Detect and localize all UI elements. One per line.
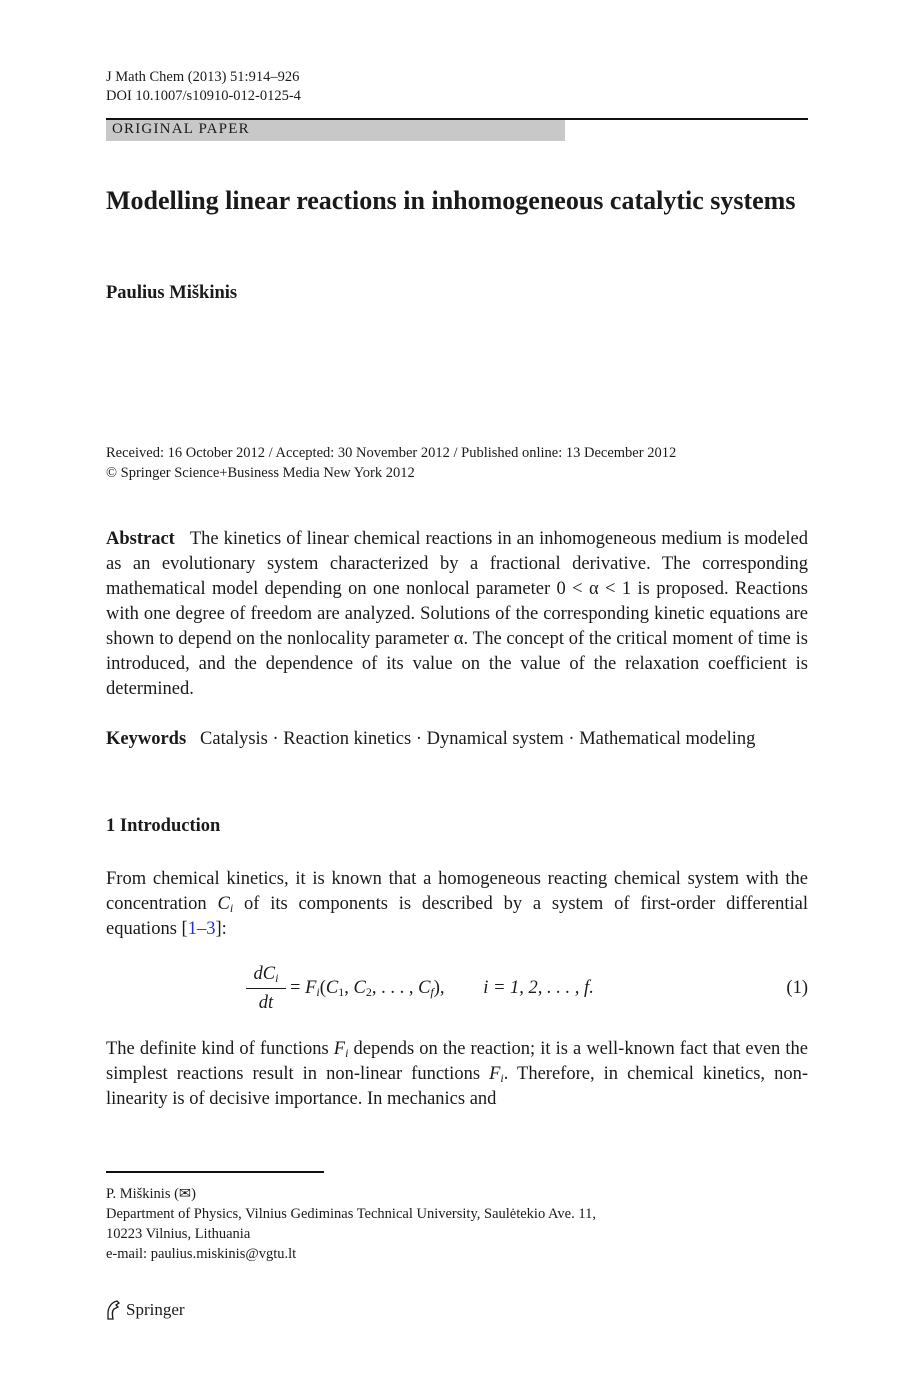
journal-header	[106, 68, 301, 106]
footnote-name: P. Miškinis (✉)	[106, 1186, 196, 1202]
publisher-name: Springer	[126, 1300, 185, 1319]
springer-horse-icon	[104, 1299, 122, 1321]
author-name: Paulius Miškinis	[106, 283, 238, 303]
article-type-band	[106, 120, 565, 141]
keywords-text: Catalysis · Reaction kinetics · Dynamical system · Mathematical modeling	[200, 729, 756, 749]
paper-title: Modelling linear reactions in inhomogeneous catalytic systems	[106, 186, 796, 215]
section-heading: 1 Introduction	[106, 816, 221, 836]
abstract-text: The kinetics of linear chemical reactions in an inhomogeneous medium is modeled as an evolutionary system characterized by a fractional derivative. The corresponding mathematical model depending on one nonlocal parameter 0 < α < 1 is proposed. Reactions with one degree of freedom are analyzed. Solutions of the corresponding kinetic equations are shown to depend on the nonlocality parameter α. The concept of the critical moment of time is introduced, and the dependence of its value on the value of the relaxation coefficient is determined.	[106, 529, 809, 699]
journal-citation: J Math Chem (2013) 51:914–926	[106, 69, 300, 85]
footnote-email[interactable]: e-mail: paulius.miskinis@vgtu.lt	[106, 1246, 297, 1262]
equation-index: i = 1, 2, . . . , f.	[483, 978, 594, 998]
citation-link[interactable]: 1–3	[187, 919, 216, 939]
equation-fraction: $dC_i$ dt	[246, 962, 286, 1015]
footnote	[106, 1184, 808, 1264]
equation-1	[106, 962, 808, 1018]
keywords	[106, 727, 808, 752]
journal-doi[interactable]: DOI 10.1007/s10910-012-0125-4	[106, 88, 301, 104]
article-type-label: ORIGINAL PAPER	[112, 121, 250, 137]
footnote-affiliation-1: Department of Physics, Vilnius Gediminas Technical University, Saulėtekio Ave. 11,	[106, 1206, 596, 1222]
equation-rhs: = $F_i(C_1$, $C_2$, . . . , $C_f$), i = 1, 2, . . . , f.	[290, 978, 594, 999]
abstract-label: Abstract	[106, 529, 175, 549]
intro-paragraph-2: The definite kind of functions $F_i$ depends on the reaction; it is a well-known fact that even the simplest reactions result in non-linear functions $F_i$. Therefore, in chemical kinetics, non-linearity is of decisive importance. In mechanics and	[106, 1039, 808, 1109]
publisher-logo	[104, 1299, 185, 1321]
copyright-line: © Springer Science+Business Media New York 2012	[106, 465, 415, 481]
publication-dates	[106, 443, 808, 483]
dates-line: Received: 16 October 2012 / Accepted: 30 November 2012 / Published online: 13 December 2012	[106, 445, 677, 461]
intro-paragraph-1: From chemical kinetics, it is known that a homogeneous reacting chemical system with the concentration $C_i$ of its components is described by a system of first-order differential equations [1–3]:	[106, 869, 808, 939]
equation-number: (1)	[786, 978, 808, 998]
abstract	[106, 527, 808, 702]
keywords-label: Keywords	[106, 729, 187, 749]
footnote-rule	[106, 1171, 324, 1173]
footnote-affiliation-2: 10223 Vilnius, Lithuania	[106, 1226, 251, 1242]
